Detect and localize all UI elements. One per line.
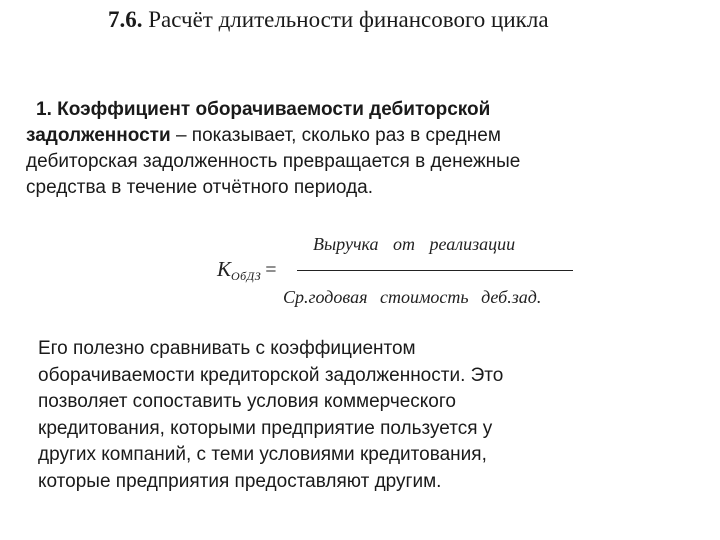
turnover-formula xyxy=(215,232,585,312)
formula-subscript: ОбДЗ xyxy=(230,269,262,283)
section-number: 7.6. xyxy=(108,7,143,32)
formula-numerator: Выручка от реализации xyxy=(313,234,516,254)
formula-lhs xyxy=(217,257,277,284)
definition-line-2: дебиторская задолженность превращается в денежные xyxy=(26,151,521,172)
note-line: кредитования, которыми предприятие пользуется у xyxy=(38,417,493,439)
note-line: позволяет сопоставить условия коммерческого xyxy=(38,391,456,412)
definition-line-1: – показывает, сколько раз в среднем xyxy=(170,125,501,146)
note-line: других компаний, с теми условиями кредитования, xyxy=(38,444,487,465)
note-line: Его полезно сравнивать с коэффициентом xyxy=(38,338,416,359)
note-paragraph xyxy=(38,336,678,495)
definition-term-end: задолженности xyxy=(26,125,171,146)
note-line: оборачиваемости кредиторской задолженности. Это xyxy=(38,364,504,386)
formula-denominator: Ср.годовая стоимость деб.зад. xyxy=(283,287,542,307)
formula-symbol: К xyxy=(217,257,231,281)
slide-title xyxy=(108,6,668,34)
formula-equals: = xyxy=(265,259,277,281)
title-text: Расчёт длительности финансового цикла xyxy=(142,7,549,32)
definition-paragraph xyxy=(26,97,666,201)
fraction-bar xyxy=(297,270,573,271)
definition-line-3: средства в течение отчётного периода. xyxy=(26,177,374,198)
note-line: которые предприятия предоставляют другим. xyxy=(38,470,442,492)
definition-lead: 1. Коэффициент оборачиваемости дебиторской xyxy=(36,99,491,120)
